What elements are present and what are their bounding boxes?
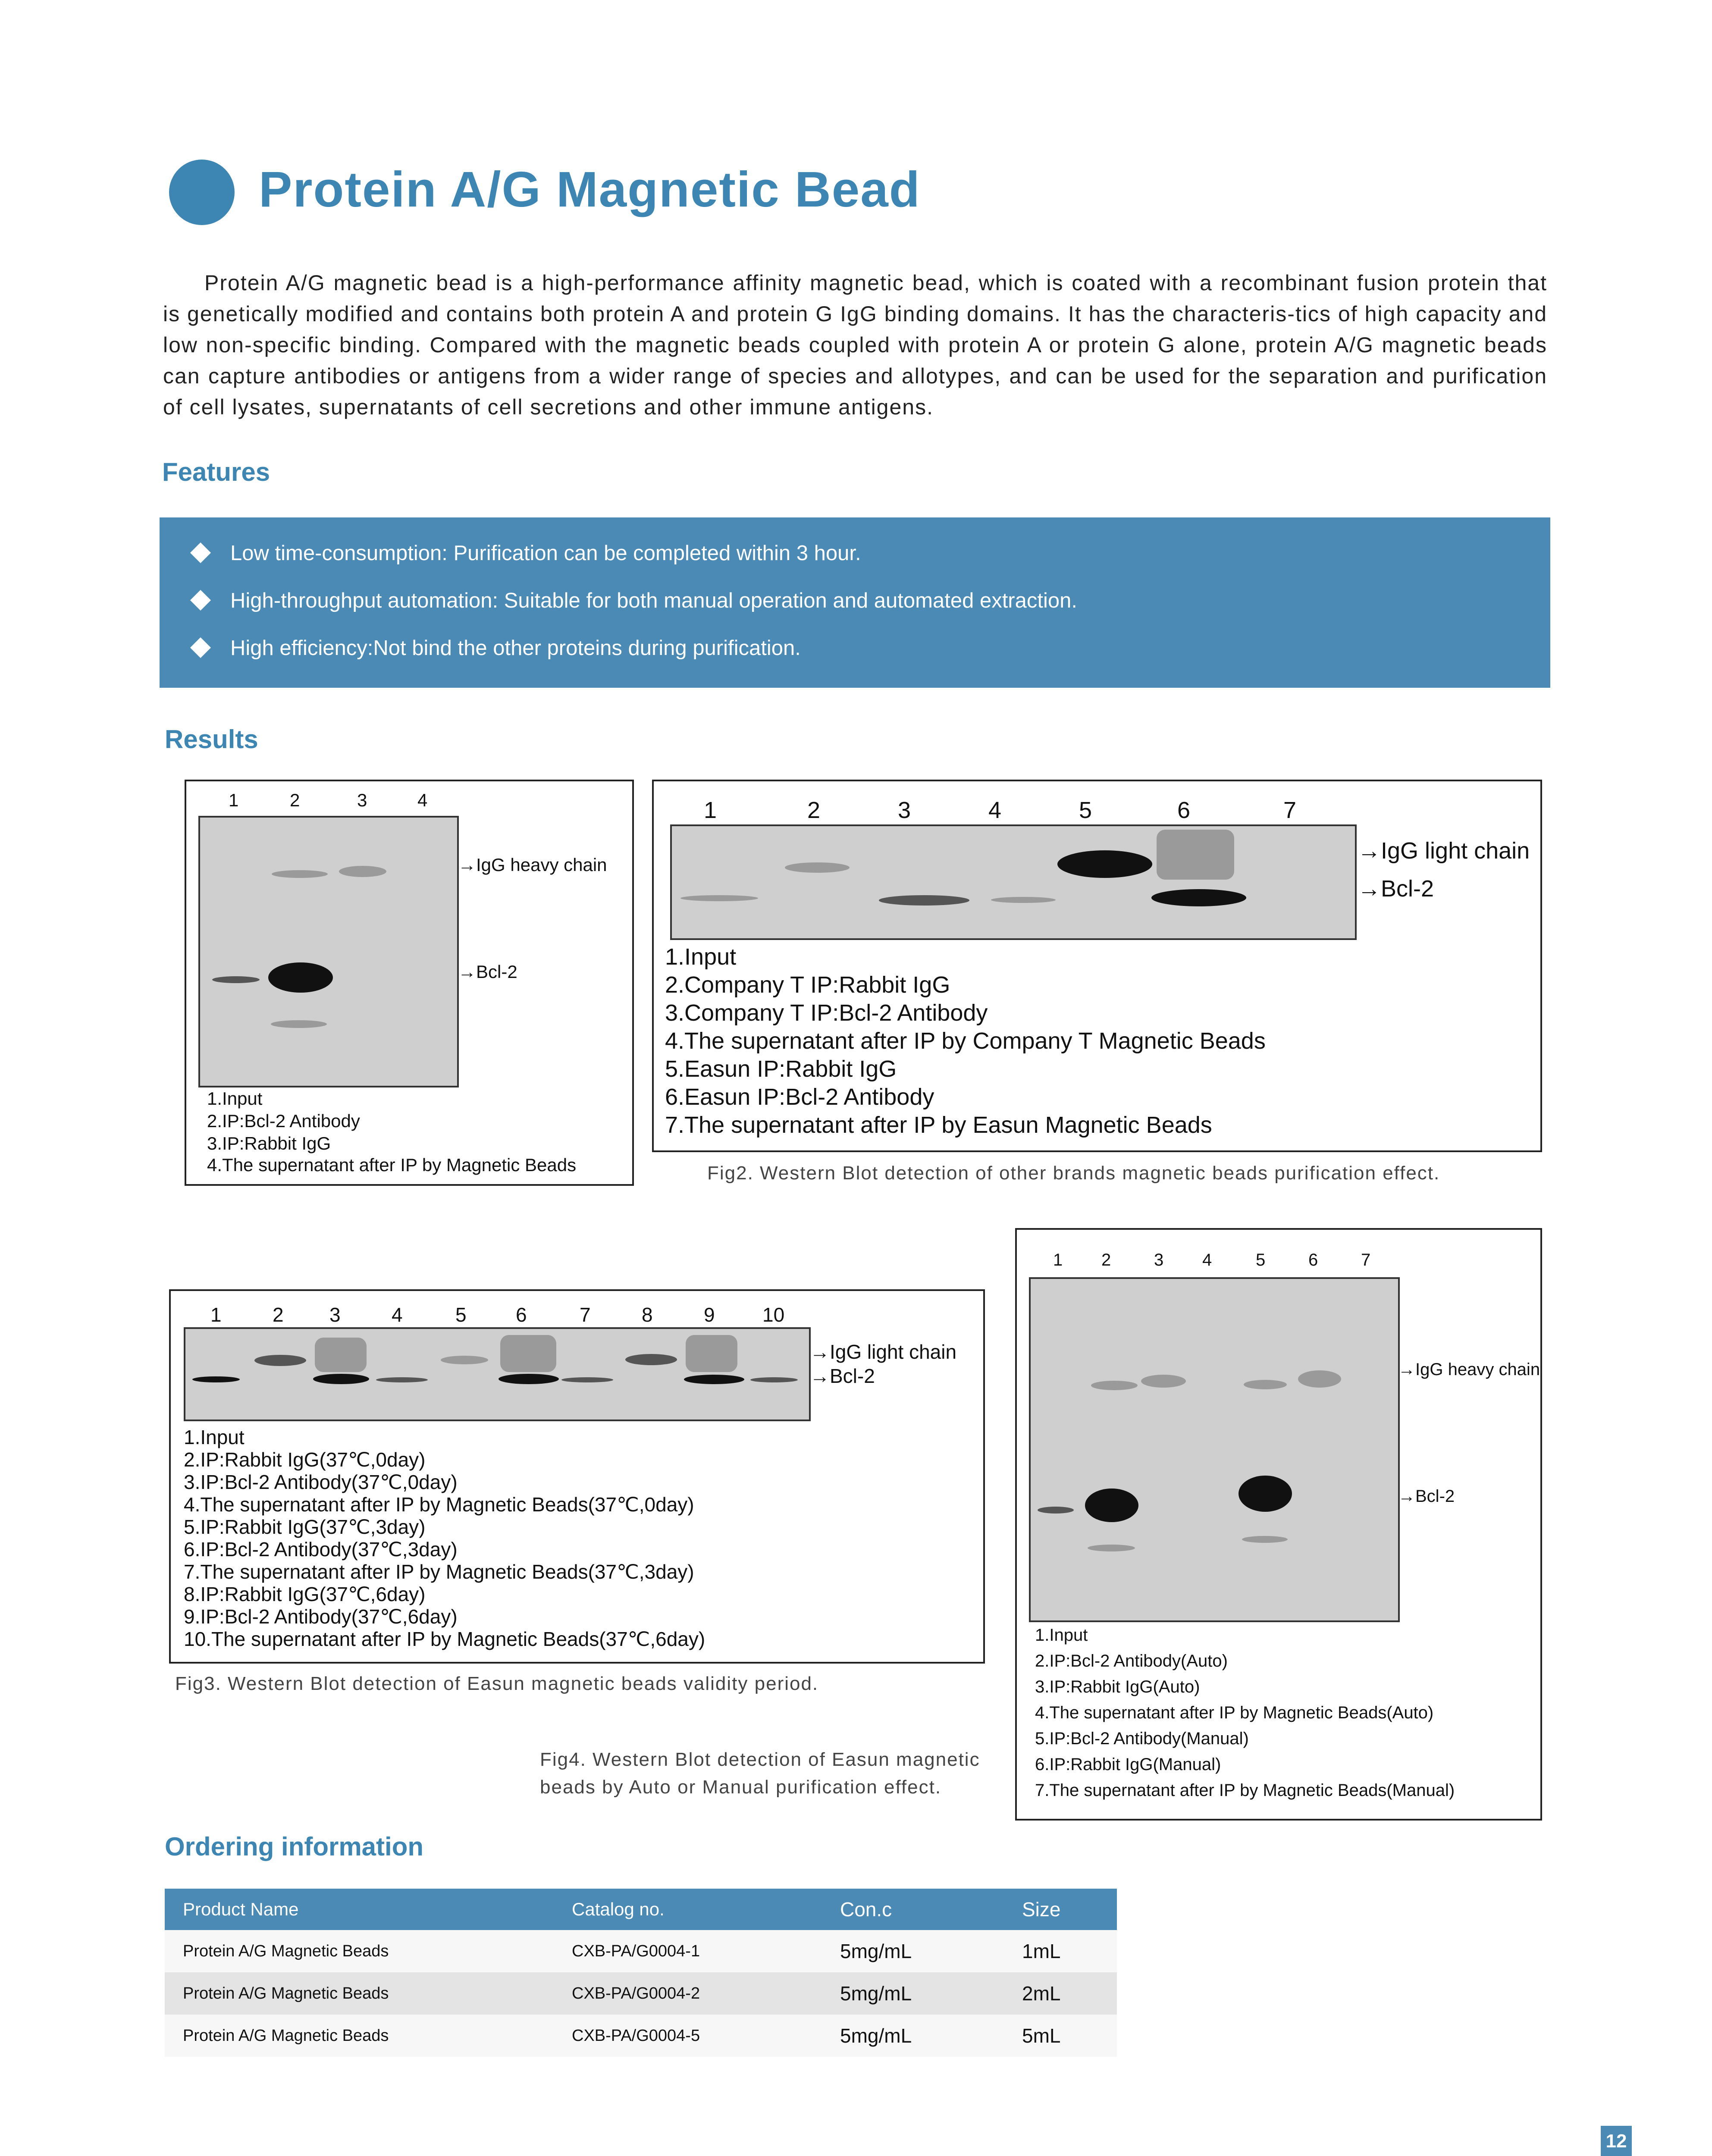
figure-3 (169, 1289, 985, 1664)
lane-number: 2 (273, 1304, 284, 1326)
blot-band (254, 1355, 306, 1366)
blot-band (1141, 1375, 1186, 1388)
legend-line: 3.IP:Rabbit IgG (207, 1133, 331, 1153)
diamond-bullet-icon (190, 590, 211, 611)
blot-band (686, 1335, 737, 1372)
page-number: 12 (1601, 2126, 1632, 2156)
legend-line: 2.IP:Bcl-2 Antibody(Auto) (1035, 1651, 1228, 1670)
blot-band (625, 1354, 677, 1365)
cell-size: 5mL (1022, 2015, 1117, 2057)
lane-number: 4 (988, 797, 1002, 823)
cell-catalog-no: CXB-PA/G0004-1 (571, 1930, 840, 1972)
legend-line: 5.Easun IP:Rabbit IgG (665, 1056, 897, 1082)
lane-number: 4 (1202, 1250, 1212, 1269)
legend-line: 5.IP:Bcl-2 Antibody(Manual) (1035, 1729, 1249, 1748)
cell-product-name: Protein A/G Magnetic Beads (165, 2015, 571, 2057)
legend-line: 2.IP:Bcl-2 Antibody (207, 1111, 360, 1131)
legend-line: 7.The supernatant after IP by Magnetic Beads(Manual) (1035, 1781, 1455, 1800)
lane-number: 6 (1177, 797, 1191, 823)
lane-number: 4 (392, 1304, 403, 1326)
cell-product-name: Protein A/G Magnetic Beads (165, 1930, 571, 1972)
legend-line: 10.The supernatant after IP by Magnetic Beads(37℃,6day) (184, 1628, 705, 1650)
lane-number: 3 (1154, 1250, 1164, 1269)
lane-number: 7 (580, 1304, 591, 1326)
results-heading: Results (165, 725, 258, 754)
table-row (165, 1930, 1117, 1972)
legend-line: 2.Company T IP:Rabbit IgG (665, 972, 950, 998)
blot-band (500, 1335, 556, 1372)
blot-band (750, 1377, 798, 1382)
legend-line: 1.Input (207, 1088, 263, 1109)
legend-line: 4.The supernatant after IP by Magnetic Beads(37℃,0day) (184, 1493, 694, 1516)
cell-concentration: 5mg/mL (840, 1972, 1022, 2015)
blot-band (1088, 1545, 1135, 1551)
blot-band (271, 1020, 327, 1028)
band-label: →Bcl-2 (1358, 876, 1434, 902)
blot-band (192, 1376, 240, 1382)
blot-band (680, 895, 758, 901)
blot-band (991, 897, 1056, 903)
legend-line: 4.The supernatant after IP by Magnetic Beads(Auto) (1035, 1703, 1434, 1722)
lane-number: 5 (1079, 797, 1092, 823)
cell-catalog-no: CXB-PA/G0004-2 (571, 1972, 840, 2015)
band-label: →IgG light chain (810, 1341, 957, 1363)
blot-image (1029, 1277, 1400, 1622)
band-label: →Bcl-2 (1398, 1487, 1455, 1506)
ordering-table (165, 1889, 1117, 2057)
lane-number: 2 (290, 790, 300, 810)
cell-size: 1mL (1022, 1930, 1117, 1972)
lane-number: 7 (1361, 1250, 1371, 1269)
legend-line: 2.IP:Rabbit IgG(37℃,0day) (184, 1448, 426, 1471)
legend-line: 3.IP:Rabbit IgG(Auto) (1035, 1677, 1200, 1696)
header-product-name: Product Name (165, 1889, 571, 1930)
blot-band (785, 862, 850, 873)
blot-band (684, 1375, 744, 1384)
blot-band (1151, 889, 1246, 906)
band-label: →Bcl-2 (810, 1365, 875, 1387)
legend-line: 6.IP:Rabbit IgG(Manual) (1035, 1755, 1221, 1774)
lane-number: 1 (229, 790, 239, 810)
blot-band (1242, 1536, 1288, 1543)
figure-caption: Fig2. Western Blot detection of other brands magnetic beads purification effect. (707, 1163, 1440, 1184)
lane-number: 1 (210, 1304, 222, 1326)
blot-band (879, 895, 969, 906)
figure-1 (185, 780, 634, 1186)
lane-number: 9 (704, 1304, 715, 1326)
diamond-bullet-icon (190, 637, 211, 658)
legend-line: 6.Easun IP:Bcl-2 Antibody (665, 1084, 934, 1110)
intro-text: Protein A/G magnetic bead is a high-performance affinity magnetic bead, which is coated with a recombinant fusion protein that is genetically modified and contains both protein A and protein G IgG binding domains. It has the characteris-tics of high capacity and low non-specific binding. Compared with the magnetic beads coupled with protein A or protein G alone, protein A/G magnetic beads can capture antibodies or antigens from a wider range of species and allotypes, and can be used for the separation and purification of cell lysates, supernatants of cell secretions and other immune antigens. (163, 271, 1547, 419)
lane-number: 3 (898, 797, 911, 823)
legend-line: 4.The supernatant after IP by Magnetic Beads (207, 1155, 577, 1175)
blot-band (499, 1374, 559, 1384)
feature-item: High efficiency:Not bind the other proteins during purification. (193, 636, 801, 660)
header-size: Size (1022, 1889, 1117, 1930)
legend-line: 4.The supernatant after IP by Company T Magnetic Beads (665, 1028, 1266, 1054)
feature-item: Low time-consumption: Purification can be completed within 3 hour. (193, 541, 861, 565)
blot-band (313, 1374, 369, 1384)
figure-caption: Fig3. Western Blot detection of Easun magnetic beads validity period. (175, 1673, 819, 1694)
lane-number: 1 (704, 797, 717, 823)
band-label: →IgG heavy chain (458, 855, 607, 875)
lane-number: 5 (1256, 1250, 1266, 1269)
band-label: →IgG heavy chain (1398, 1360, 1540, 1379)
legend-line: 1.Input (665, 944, 737, 970)
cell-size: 2mL (1022, 1972, 1117, 2015)
legend-line: 1.Input (1035, 1626, 1088, 1645)
diamond-bullet-icon (190, 542, 211, 563)
feature-item: High-throughput automation: Suitable for both manual operation and automated extraction. (193, 589, 1077, 613)
lane-number: 2 (807, 797, 821, 823)
blot-band (441, 1356, 488, 1364)
lane-number: 2 (1101, 1250, 1111, 1269)
figure-caption: beads by Auto or Manual purification effect. (540, 1777, 942, 1798)
legend-line: 1.Input (184, 1426, 245, 1448)
lane-number: 7 (1283, 797, 1297, 823)
blot-band (1091, 1381, 1138, 1390)
ordering-heading: Ordering information (165, 1832, 423, 1861)
figure-2 (652, 780, 1542, 1152)
blot-band (268, 962, 333, 993)
band-label: →Bcl-2 (458, 962, 517, 982)
legend-line: 7.The supernatant after IP by Easun Magnetic Beads (665, 1112, 1212, 1138)
blot-band (1298, 1370, 1341, 1388)
lane-number: 10 (762, 1304, 785, 1326)
blot-band (376, 1377, 428, 1382)
blot-image (198, 816, 459, 1087)
cell-product-name: Protein A/G Magnetic Beads (165, 1972, 571, 2015)
legend-line: 6.IP:Bcl-2 Antibody(37℃,3day) (184, 1538, 458, 1561)
figure-caption: Fig4. Western Blot detection of Easun magnetic (540, 1749, 980, 1770)
legend-line: 8.IP:Rabbit IgG(37℃,6day) (184, 1583, 426, 1605)
lane-number: 3 (329, 1304, 341, 1326)
lane-number: 1 (1053, 1250, 1063, 1269)
legend-line: 7.The supernatant after IP by Magnetic Beads(37℃,3day) (184, 1561, 694, 1583)
cell-concentration: 5mg/mL (840, 1930, 1022, 1972)
lane-number: 5 (455, 1304, 467, 1326)
header-concentration: Con.c (840, 1889, 1022, 1930)
blot-band (1244, 1380, 1287, 1389)
title-bullet-circle (169, 160, 235, 225)
blot-band (1038, 1507, 1074, 1514)
header-catalog-no: Catalog no. (571, 1889, 840, 1930)
blot-band (1157, 830, 1234, 880)
blot-image (670, 824, 1357, 940)
cell-concentration: 5mg/mL (840, 2015, 1022, 2057)
figure-4 (1015, 1228, 1542, 1821)
blot-band (212, 976, 260, 983)
legend-line: 3.IP:Bcl-2 Antibody(37℃,0day) (184, 1471, 458, 1493)
legend-line: 9.IP:Bcl-2 Antibody(37℃,6day) (184, 1605, 458, 1628)
legend-line: 5.IP:Rabbit IgG(37℃,3day) (184, 1516, 426, 1538)
blot-band (272, 870, 328, 878)
blot-band (561, 1377, 613, 1382)
table-row (165, 2015, 1117, 2057)
intro-paragraph (163, 267, 1547, 423)
legend-line: 3.Company T IP:Bcl-2 Antibody (665, 1000, 988, 1026)
table-row (165, 1972, 1117, 2015)
lane-number: 3 (357, 790, 367, 810)
page-title: Protein A/G Magnetic Bead (259, 161, 921, 217)
features-heading: Features (162, 458, 270, 486)
blot-band (315, 1338, 367, 1372)
features-box (160, 517, 1550, 688)
band-label: →IgG light chain (1358, 838, 1530, 864)
lane-number: 4 (417, 790, 428, 810)
lane-number: 8 (642, 1304, 653, 1326)
blot-image (184, 1327, 811, 1421)
blot-band (1085, 1489, 1138, 1522)
cell-catalog-no: CXB-PA/G0004-5 (571, 2015, 840, 2057)
table-header-row (165, 1889, 1117, 1930)
lane-number: 6 (1308, 1250, 1318, 1269)
blot-band (1057, 850, 1152, 878)
lane-number: 6 (516, 1304, 527, 1326)
blot-band (1239, 1476, 1292, 1512)
blot-band (339, 866, 386, 877)
